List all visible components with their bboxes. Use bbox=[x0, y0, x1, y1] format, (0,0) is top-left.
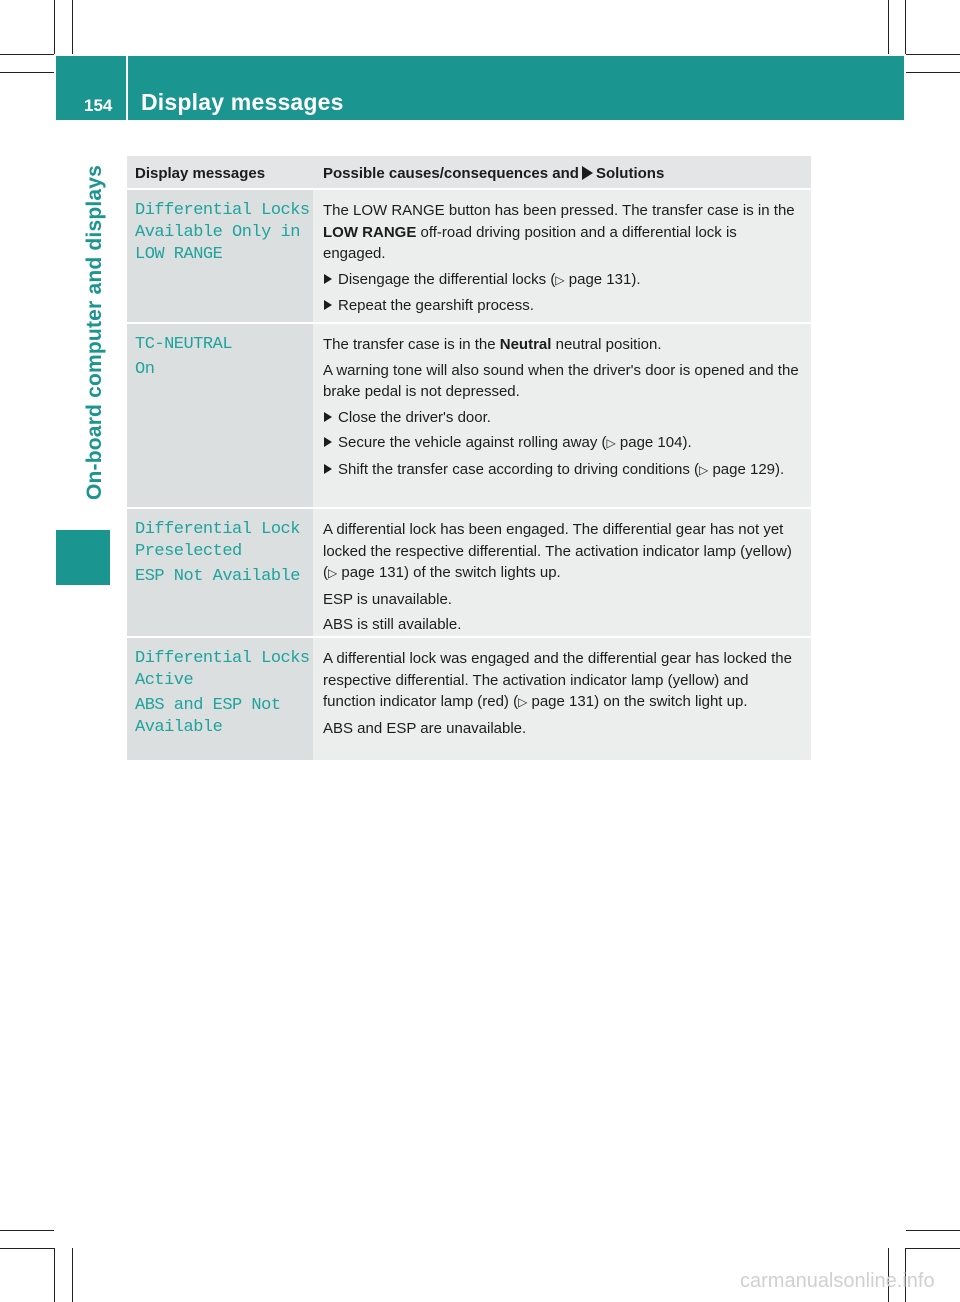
crop-mark bbox=[0, 1230, 54, 1231]
crop-mark bbox=[0, 54, 54, 55]
step-text: Secure the vehicle against rolling away ( bbox=[338, 434, 607, 451]
column-header-messages: Display messages bbox=[135, 165, 266, 182]
column-header-causes bbox=[313, 156, 811, 188]
triangle-right-outline-icon: ▷ bbox=[555, 272, 565, 287]
crop-mark bbox=[0, 1248, 54, 1249]
display-message-line: ESP Not Available bbox=[135, 567, 300, 586]
solution-step bbox=[323, 295, 803, 317]
triangle-right-outline-icon: ▷ bbox=[699, 462, 709, 477]
display-message-cell bbox=[127, 190, 313, 322]
display-message-cell bbox=[127, 638, 313, 760]
description-text: A differential lock has been engaged. The differential gear has not yet locked the respective differential. The activation indicator lamp (yellow) ( bbox=[323, 521, 792, 581]
page-reference-link[interactable]: page 131 bbox=[341, 564, 404, 581]
play-arrow-icon bbox=[323, 459, 338, 482]
crop-mark bbox=[905, 0, 906, 54]
description-paragraph: ESP is unavailable. bbox=[323, 590, 452, 608]
description-emphasis: Neutral bbox=[499, 336, 552, 353]
crop-mark bbox=[54, 1248, 55, 1302]
description-text: The LOW RANGE button has been pressed. The transfer case is in the bbox=[323, 202, 795, 219]
table-row bbox=[127, 509, 811, 638]
solution-step-text bbox=[338, 269, 641, 292]
display-message-line: On bbox=[135, 360, 155, 379]
crop-mark bbox=[72, 1248, 73, 1302]
table-row bbox=[127, 324, 811, 509]
solution-step-text: Repeat the gearshift process. bbox=[338, 297, 534, 314]
solution-step-text: Close the driver's door. bbox=[338, 408, 491, 426]
page-reference-link[interactable]: page 131 bbox=[531, 693, 595, 710]
table-row bbox=[127, 190, 811, 324]
crop-mark bbox=[906, 72, 960, 73]
solution-step-text bbox=[338, 459, 784, 482]
solution-step bbox=[323, 432, 803, 455]
side-tab-label: On-board computer and displays bbox=[83, 164, 106, 500]
solution-step-text bbox=[338, 432, 692, 455]
description-text: off-road driving position and a differential lock is engaged. bbox=[323, 223, 737, 262]
triangle-right-outline-icon: ▷ bbox=[518, 695, 528, 709]
description-cell bbox=[313, 638, 811, 760]
table-header bbox=[127, 156, 811, 190]
description-paragraph bbox=[323, 334, 803, 356]
section-title: Display messages bbox=[141, 89, 344, 115]
play-arrow-icon bbox=[323, 432, 338, 455]
watermark: carmanualsonline.info bbox=[740, 1270, 935, 1292]
description-paragraph bbox=[323, 519, 803, 585]
description-text: neutral position. bbox=[551, 336, 662, 353]
crop-mark bbox=[54, 0, 55, 54]
description-paragraph bbox=[323, 200, 803, 265]
triangle-right-outline-icon: ▷ bbox=[606, 436, 616, 450]
solution-step bbox=[323, 269, 803, 292]
display-message-cell bbox=[127, 324, 313, 507]
display-message-line: Available Only in bbox=[135, 223, 300, 242]
display-message-line: LOW RANGE bbox=[135, 245, 223, 264]
play-arrow-icon bbox=[582, 166, 593, 180]
page-reference-link[interactable]: page 104). bbox=[619, 434, 692, 451]
crop-mark bbox=[906, 54, 960, 55]
step-text: Disengage the differential locks ( bbox=[338, 270, 556, 288]
crop-mark bbox=[72, 0, 73, 54]
column-header-causes-label: Possible causes/consequences and bbox=[323, 165, 579, 182]
crop-mark bbox=[906, 1230, 960, 1231]
description-text: ) of the switch lights up. bbox=[403, 564, 561, 581]
crop-mark bbox=[0, 72, 54, 73]
description-cell bbox=[313, 509, 811, 636]
play-arrow-icon bbox=[323, 407, 338, 429]
description-emphasis: LOW RANGE bbox=[323, 223, 417, 241]
display-message-line: Active bbox=[135, 671, 194, 690]
display-message-line: Differential Lock bbox=[135, 520, 300, 539]
play-arrow-icon bbox=[323, 295, 338, 317]
display-message-line: Available bbox=[135, 718, 223, 737]
triangle-right-outline-icon: ▷ bbox=[328, 566, 338, 580]
page-reference-link[interactable]: page 131). bbox=[568, 270, 641, 288]
description-paragraph: ABS is still available. bbox=[323, 616, 462, 633]
description-paragraph bbox=[323, 648, 803, 714]
side-tab bbox=[56, 120, 110, 530]
side-tab-block bbox=[56, 530, 110, 585]
description-paragraph: ABS and ESP are unavailable. bbox=[323, 719, 527, 737]
solution-step bbox=[323, 407, 803, 429]
description-text: The transfer case is in the bbox=[323, 336, 500, 353]
description-text: ) on the switch light up. bbox=[594, 693, 748, 710]
display-message-line: TC-NEUTRAL bbox=[135, 335, 233, 354]
column-header-solutions-label: Solutions bbox=[595, 165, 665, 182]
display-message-cell bbox=[127, 509, 313, 636]
description-cell bbox=[313, 190, 811, 322]
description-paragraph: A warning tone will also sound when the driver's door is opened and the brake pedal is not depressed. bbox=[323, 361, 799, 400]
display-message-line: Differential Locks bbox=[135, 201, 310, 220]
display-message-line: Differential Locks bbox=[135, 649, 310, 668]
play-arrow-icon bbox=[323, 269, 338, 292]
description-text: A differential lock was engaged and the differential gear has locked the respective differential. The activation indicator lamp (yellow) and function indicator lamp (red) ( bbox=[323, 650, 792, 710]
crop-mark bbox=[888, 0, 889, 54]
description-cell bbox=[313, 324, 811, 507]
display-message-line: ABS and ESP Not bbox=[135, 696, 281, 715]
solution-step bbox=[323, 459, 803, 482]
display-messages-table bbox=[127, 156, 811, 762]
table-row bbox=[127, 638, 811, 762]
step-text: Shift the transfer case according to driving conditions ( bbox=[338, 460, 700, 478]
header-divider bbox=[126, 56, 128, 120]
page-number: 154 bbox=[84, 96, 113, 115]
display-message-line: Preselected bbox=[135, 542, 242, 561]
page-reference-link[interactable]: page 129). bbox=[712, 460, 785, 478]
crop-mark bbox=[906, 1248, 960, 1249]
